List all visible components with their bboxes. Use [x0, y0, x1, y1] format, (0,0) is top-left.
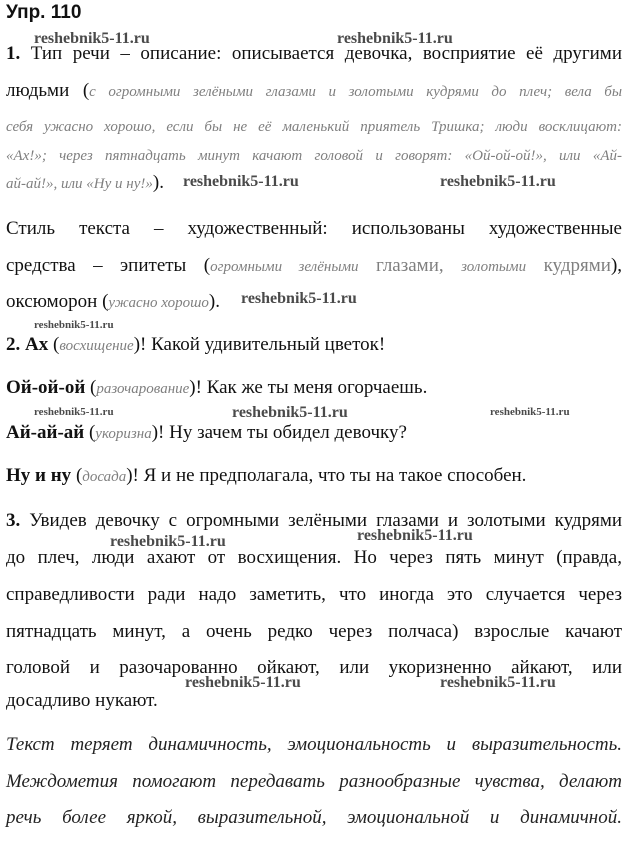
- watermark: reshebnik5-11.ru: [357, 527, 473, 544]
- p1-line1: 1. Тип речи – описание: описывается девочка, восприятие её другими: [6, 43, 622, 64]
- p8-line3: речь более яркой, выразительной, эмоциональной и динамичной.: [6, 807, 622, 828]
- p1-line4: «Ах!»; через пятнадцать минут качают головой и говорят: «Ой-ой-ой!», или «Ай-: [6, 148, 622, 164]
- watermark: reshebnik5-11.ru: [490, 406, 570, 418]
- interjection-ay: Ай-ай-ай (укоризна)! Ну зачем ты обидел девочку?: [6, 422, 407, 443]
- watermark: reshebnik5-11.ru: [110, 533, 226, 550]
- p1-line5: ай-ай!», или «Ну и ну!»).: [6, 172, 164, 193]
- p7-line4: пятнадцать минут, а очень редко через полчаса) взрослые качают: [6, 621, 622, 642]
- p7-line3: справедливости ради надо заметить, что иногда это случается через: [6, 584, 622, 605]
- p7-line6: досадливо нукают.: [6, 690, 158, 711]
- exercise-title: Упр. 110: [6, 2, 82, 23]
- p2-line1: Стиль текста – художественный: использованы художественные: [6, 218, 622, 239]
- watermark: reshebnik5-11.ru: [183, 173, 299, 190]
- p7-line5: головой и разочарованно ойкают, или укоризненно айкают, или: [6, 657, 622, 678]
- p2-line2: средства – эпитеты (огромными зелёными глазами, золотыми кудрями),: [6, 255, 623, 276]
- watermark: reshebnik5-11.ru: [337, 30, 453, 47]
- p8-line2: Междометия помогают передавать разнообразные чувства, делают: [6, 771, 622, 792]
- watermark: reshebnik5-11.ru: [34, 319, 114, 331]
- watermark: reshebnik5-11.ru: [232, 404, 348, 421]
- interjection-oy: Ой-ой-ой (разочарование)! Как же ты меня огорчаешь.: [6, 377, 428, 398]
- p1-line3: себя ужасно хорошо, если бы не её маленький приятель Тришка; люди восклицают:: [6, 119, 622, 135]
- interjection-nu: Ну и ну (досада)! Я и не предполагала, что ты на такое способен.: [6, 465, 527, 486]
- p8-line1: Текст теряет динамичность, эмоциональность и выразительность.: [6, 734, 622, 755]
- watermark: reshebnik5-11.ru: [34, 406, 114, 418]
- interjection-ah: 2. Ах (восхищение)! Какой удивительный цветок!: [6, 334, 386, 355]
- p7-line1: 3. Увидев девочку с огромными зелёными глазами и золотыми кудрями: [6, 510, 623, 531]
- p7-line2: до плеч, люди ахают от восхищения. Но через пять минут (правда,: [6, 547, 622, 568]
- watermark: reshebnik5-11.ru: [185, 674, 301, 691]
- watermark: reshebnik5-11.ru: [34, 30, 150, 47]
- watermark: reshebnik5-11.ru: [440, 173, 556, 190]
- item-number: 1.: [6, 43, 21, 64]
- watermark: reshebnik5-11.ru: [440, 674, 556, 691]
- p1-line2: людьми (с огромными зелёными глазами и золотыми кудрями до плеч; вела бы: [6, 80, 622, 101]
- p2-line3: оксюморон (ужасно хорошо).: [6, 291, 220, 312]
- watermark: reshebnik5-11.ru: [241, 290, 357, 307]
